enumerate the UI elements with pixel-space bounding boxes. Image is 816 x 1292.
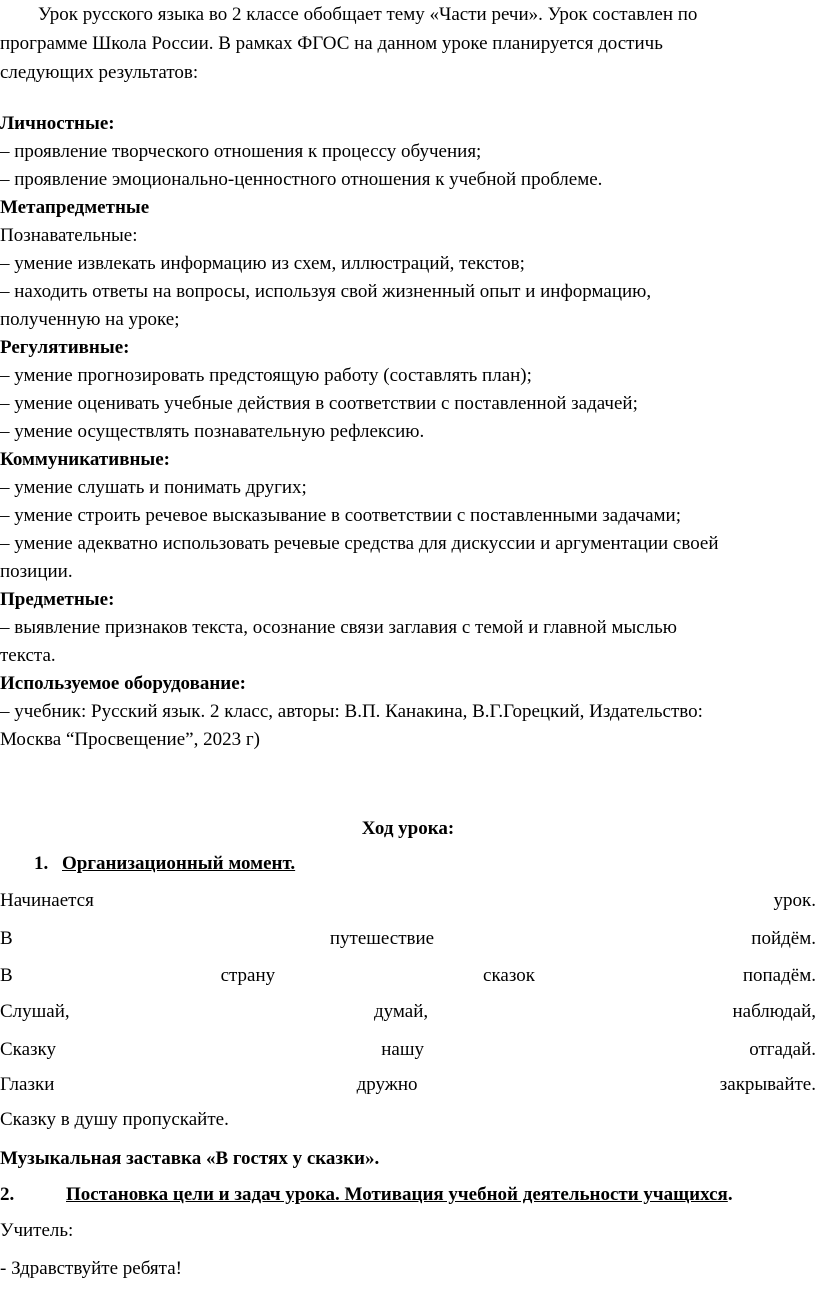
poem-word: Начинается — [0, 890, 94, 911]
personal-item-1: – проявление творческого отношения к процессу обучения; — [0, 141, 482, 162]
equipment-item-1: – учебник: Русский язык. 2 класс, авторы: В.П. Канакина, В.Г.Горецкий, Издательство: — [0, 701, 703, 722]
section-2-title-wrap — [66, 1184, 733, 1206]
poem-word: отгадай. — [749, 1039, 816, 1060]
poem-line-7: Сказку в душу пропускайте. — [0, 1109, 229, 1130]
regulatory-item-2: – умение оценивать учебные действия в соответствии с поставленной задачей; — [0, 393, 638, 414]
communicative-item-2: – умение строить речевое высказывание в соответствии с поставленными задачами; — [0, 505, 681, 526]
poem-word: В — [0, 928, 13, 949]
regulatory-heading: Регулятивные: — [0, 337, 130, 358]
subject-heading: Предметные: — [0, 589, 115, 610]
poem-line-2 — [0, 928, 816, 950]
poem-word: путешествие — [329, 928, 435, 949]
poem-word: думай, — [373, 1001, 429, 1022]
section-2-title: Постановка цели и задач урока. Мотивация учебной деятельности учащихся — [66, 1184, 728, 1205]
poem-word: закрывайте. — [719, 1074, 816, 1095]
poem-line-6 — [0, 1074, 816, 1096]
personal-item-2: – проявление эмоционально-ценностного отношения к учебной проблеме. — [0, 169, 603, 190]
teacher-label: Учитель: — [0, 1220, 74, 1241]
subject-item-2: текста. — [0, 645, 56, 666]
equipment-heading: Используемое оборудование: — [0, 673, 246, 694]
metasubject-heading: Метапредметные — [0, 197, 150, 218]
communicative-heading: Коммуникативные: — [0, 449, 170, 470]
personal-heading: Личностные: — [0, 113, 115, 134]
poem-word: сказок — [483, 965, 535, 986]
cognitive-label: Познавательные: — [0, 225, 138, 246]
regulatory-item-1: – умение прогнозировать предстоящую работу (составлять план); — [0, 365, 532, 386]
cognitive-item-1: – умение извлекать информацию из схем, иллюстраций, текстов; — [0, 253, 525, 274]
poem-word: нашу — [381, 1039, 424, 1060]
poem-word: урок. — [773, 890, 816, 911]
section-2-number: 2. — [0, 1184, 15, 1205]
equipment-item-2: Москва “Просвещение”, 2023 г) — [0, 729, 260, 750]
music-intro: Музыкальная заставка «В гостях у сказки». — [0, 1148, 380, 1169]
poem-line-1 — [0, 890, 816, 912]
poem-word: попадём. — [742, 965, 816, 986]
intro-line-3: следующих результатов: — [0, 62, 199, 83]
poem-word: наблюдай, — [732, 1001, 816, 1022]
regulatory-item-3: – умение осуществлять познавательную рефлексию. — [0, 421, 425, 442]
poem-line-5 — [0, 1039, 816, 1061]
cognitive-item-2: – находить ответы на вопросы, используя свой жизненный опыт и информацию, — [0, 281, 652, 302]
teacher-greeting: - Здравствуйте ребята! — [0, 1258, 182, 1279]
intro-line-1: Урок русского языка во 2 классе обобщает тему «Части речи». Урок составлен по — [38, 4, 698, 25]
poem-word: Слушай, — [0, 1001, 70, 1022]
cognitive-item-3: полученную на уроке; — [0, 309, 180, 330]
communicative-item-4: позиции. — [0, 561, 73, 582]
lesson-title: Ход урока: — [361, 818, 455, 839]
poem-word: пойдём. — [751, 928, 816, 949]
section-1-title: Организационный момент. — [62, 853, 296, 874]
poem-word: дружно — [356, 1074, 418, 1095]
poem-word: страну — [220, 965, 276, 986]
poem-word: Сказку — [0, 1039, 57, 1060]
poem-line-4 — [0, 1001, 816, 1023]
communicative-item-1: – умение слушать и понимать других; — [0, 477, 307, 498]
subject-item-1: – выявление признаков текста, осознание связи заглавия с темой и главной мыслью — [0, 617, 678, 638]
poem-line-3 — [0, 965, 816, 987]
poem-word: Глазки — [0, 1074, 55, 1095]
poem-word: В — [0, 965, 13, 986]
section-2-dot: . — [727, 1184, 733, 1205]
section-1-number: 1. — [34, 853, 49, 874]
communicative-item-3: – умение адекватно использовать речевые средства для дискуссии и аргументации своей — [0, 533, 719, 554]
intro-line-2: программе Школа России. В рамках ФГОС на данном уроке планируется достичь — [0, 33, 663, 54]
